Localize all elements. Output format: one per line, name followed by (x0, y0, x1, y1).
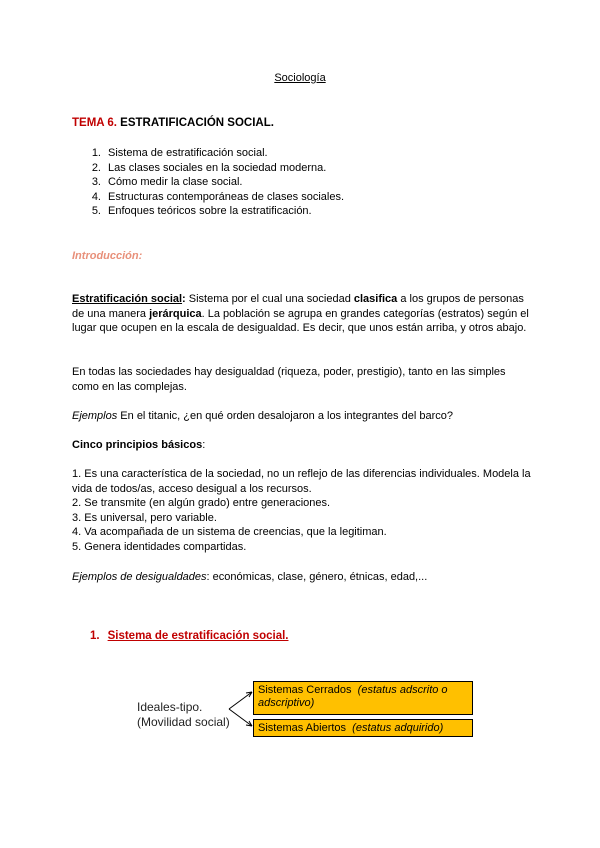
example-text: En el titanic, ¿en qué orden desalojaron a los integrantes del barco? (117, 410, 453, 422)
section-title: Sistema de estratificación social. (107, 630, 289, 642)
list-number: 4. (91, 190, 101, 203)
example-label: Ejemplos (72, 410, 118, 422)
closed-systems-detail: (estatus adscrito o adscriptivo) (258, 684, 448, 709)
topic-title: ESTRATIFICACIÓN SOCIAL. (120, 117, 274, 129)
principles-colon: : (202, 439, 206, 451)
list-label: Sistema de estratificación social. (108, 147, 268, 159)
list-item (72, 146, 344, 161)
definition-paragraph (72, 292, 532, 336)
list-item: 3. Es universal, pero variable. (72, 511, 217, 524)
inequality-paragraph: En todas las sociedades hay desigualdad (riqueza, poder, prestigio), tanto en las simples como en las complejas. (72, 366, 506, 393)
list-number: 3. (91, 176, 101, 189)
list-item (72, 204, 344, 219)
inequality-examples (72, 570, 532, 585)
definition-bold: jerárquica (149, 307, 202, 320)
list-item (72, 175, 344, 190)
list-item: 4. Va acompañada de un sistema de creencias, que la legitiman. (72, 526, 387, 539)
section-heading (90, 630, 288, 642)
principles-heading-text: Cinco principios básicos (72, 439, 203, 451)
ideal-types-label (137, 700, 230, 730)
list-number: 1. (91, 147, 101, 159)
principles-heading (72, 438, 532, 453)
list-number: 5. (91, 205, 101, 218)
definition-term: Estratificación social (72, 293, 183, 305)
inequality-examples-text: : económicas, clase, género, étnicas, edad,... (206, 571, 428, 583)
list-item: 5. Genera identidades compartidas. (72, 540, 247, 553)
list-number: 2. (91, 161, 101, 174)
branch-arrows-icon (226, 686, 256, 732)
list-item: 1. Es una característica de la sociedad, no un reflejo de las diferencias individuales. Modela la vida de todos/as, acceso desigual a los recursos. (72, 468, 531, 495)
example-paragraph (72, 409, 532, 424)
ideal-types-title: Ideales-tipo. (137, 700, 203, 714)
principles-list (72, 467, 532, 555)
page-header-title: Sociología (274, 72, 326, 84)
definition-text: . La población se agrupa en grandes categorías (estratos) según el lugar que ocupen en la escala de desigualdad. Es decir, que unos están arriba, y otros abajo. (72, 307, 529, 335)
list-item (72, 190, 344, 205)
open-systems-detail: (estatus adquirido) (352, 722, 444, 734)
topic-heading (72, 117, 274, 129)
definition-colon: : (182, 293, 186, 305)
open-systems-label: Sistemas Abiertos (258, 722, 347, 734)
table-of-contents (72, 146, 344, 219)
list-label: Cómo medir la clase social. (108, 176, 243, 189)
open-systems-box (253, 719, 473, 737)
section-number: 1. (90, 630, 100, 642)
closed-systems-box (253, 681, 473, 715)
closed-systems-label: Sistemas Cerrados (258, 684, 352, 696)
ideal-types-subtitle: (Movilidad social) (137, 715, 230, 729)
intro-heading: Introducción: (72, 250, 143, 262)
list-label: Estructuras contemporáneas de clases sociales. (108, 190, 345, 203)
definition-text: Sistema por el cual una sociedad (185, 293, 354, 305)
list-label: Las clases sociales en la sociedad moderna. (108, 161, 327, 174)
topic-number: TEMA 6. (72, 117, 117, 129)
definition-bold: clasifica (353, 293, 398, 305)
list-label: Enfoques teóricos sobre la estratificación. (108, 205, 312, 218)
list-item (72, 161, 344, 176)
list-item: 2. Se transmite (en algún grado) entre generaciones. (72, 497, 331, 510)
definition-text: a los grupos de personas de una manera (72, 293, 524, 320)
inequality-examples-label: Ejemplos de desigualdades (72, 571, 207, 583)
